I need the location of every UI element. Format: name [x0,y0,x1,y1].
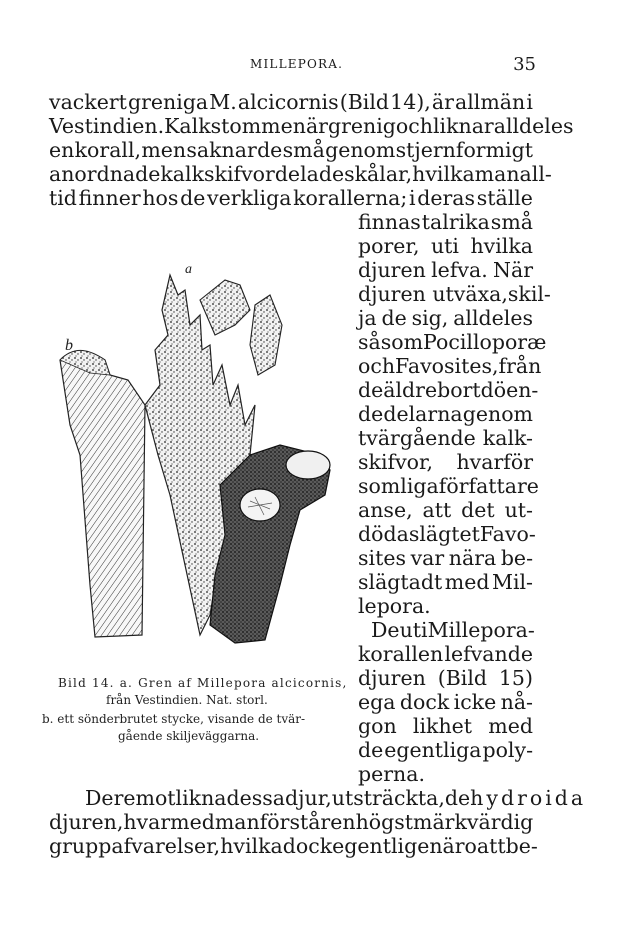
text-line [358,330,547,354]
word: ega [358,690,396,714]
word: slägtet [408,522,480,546]
word: men [141,138,187,162]
text-line [85,786,587,810]
word: djuren [358,258,426,282]
word: att [476,834,506,858]
word: märkvärdig [413,810,534,834]
word: med [444,570,490,594]
word: alldeles [453,306,533,330]
text-line [49,186,533,210]
text-line [358,474,539,498]
word: från [498,354,542,378]
word: anse, [358,498,413,522]
text-line [358,594,431,618]
word: verkliga [207,186,292,210]
word: man [214,810,260,834]
word: sites [358,546,406,570]
word: De [371,618,400,642]
word: djuren, [49,810,124,834]
word: sig, [411,306,449,330]
word: utsträckta, [331,786,445,810]
figure-label-b: b [65,337,73,354]
word: nära [448,546,497,570]
word: be- [500,546,533,570]
word: liknar [432,114,494,138]
word: greniga [128,90,209,114]
word: korall, [74,138,142,162]
word: delarna [383,402,463,426]
text-line [49,138,533,162]
word: genom [462,402,533,426]
word: icke [453,690,497,714]
word: slägtadt [358,570,443,594]
word: talrika [421,210,490,234]
text-line [358,210,533,234]
word: somliga [358,474,439,498]
text-line [358,498,533,522]
caption-line-3: b. ett sönderbrutet stycke, visande de tvär- [42,712,306,726]
word: bortdöen- [437,378,539,402]
word: likna [175,786,227,810]
word: hvilka [470,234,533,258]
word: hvarmed [123,810,215,834]
page-number: 35 [513,54,536,75]
text-line [358,306,533,330]
word: ut- [504,498,533,522]
text-line [358,282,551,306]
word: kalk- [482,426,533,450]
spaced-word: hydroida [470,786,587,810]
word: äro [442,834,477,858]
word: grupp [49,834,112,858]
word: uti [430,234,459,258]
word: var [410,546,445,570]
text-line [358,258,533,282]
word: de [444,786,471,810]
word: (Bild [437,666,488,690]
figure-millepora [50,255,350,665]
word: (Bild [339,90,390,114]
word: och [358,354,396,378]
text-line [358,450,533,474]
word: Favo- [479,522,536,546]
word: uti [399,618,428,642]
text-line [49,162,552,186]
word: allmän [455,90,526,114]
word: de [358,738,384,762]
word: Mil- [491,570,533,594]
caption-line-4: gående skiljeväggarna. [118,729,260,743]
word: tvärgående [358,426,476,450]
word: af [111,834,132,858]
word: När [493,258,533,282]
word: egentliga [384,738,482,762]
text-line [358,378,539,402]
word: i [408,186,416,210]
word: djuren utväxa,skil- [358,282,551,306]
text-line [358,354,542,378]
word: porer, [358,234,420,258]
word: tid [49,186,77,210]
word: de [257,138,283,162]
word: stjernformigt [395,138,533,162]
word: man [474,162,520,186]
word: i [526,90,533,114]
word: djuren [358,666,426,690]
word: kalkskifvor [160,162,275,186]
text-line [358,402,533,426]
word: skifvor, [358,450,434,474]
word: gon [358,714,397,738]
word: nå- [500,690,533,714]
word: 15) [498,666,533,690]
word: lefva. [431,258,488,282]
word: med [488,714,533,738]
word: korallen [358,642,444,666]
word: författare [438,474,539,498]
word: hos [142,186,179,210]
word: 14), [390,90,431,114]
word: och [395,114,433,138]
word: Millepora- [427,618,535,642]
word: all- [519,162,552,186]
word: hvarför [456,450,533,474]
word: döda [358,522,409,546]
text-line [358,642,533,666]
word: djur, [285,786,332,810]
text-line [358,762,425,786]
word: Pocilloporæ [423,330,547,354]
word: är [305,114,328,138]
word: delade [274,162,345,186]
word: dock [282,834,333,858]
text-line [49,114,574,138]
word: Deremot [85,786,176,810]
word: de [358,402,384,426]
word: lefvande [444,642,533,666]
word: likhet [412,714,473,738]
word: de [381,306,407,330]
word: hvilka [220,834,283,858]
caption-line-2: från Vestindien. Nat. storl. [106,693,268,707]
word: be- [505,834,538,858]
word: hvilka [412,162,475,186]
word: grenig [327,114,396,138]
running-title: MILLEPORA. [250,57,344,71]
word: att [422,498,452,522]
word: perna. [358,762,425,786]
coral-fragment-b [60,351,145,637]
text-line [358,234,533,258]
caption-line-1: Bild 14. a. Gren af Millepora alcicornis, [58,676,348,690]
text-line [49,834,538,858]
word: en [330,810,356,834]
word: högst [355,810,414,834]
text-line [358,666,533,690]
word: Vestindien. [49,114,165,138]
text-line [358,426,533,450]
word: genom [325,138,396,162]
text-line [49,810,533,834]
word: finner [78,186,141,210]
text-line [371,618,533,642]
word: alcicornis [237,90,339,114]
running-head [0,54,624,74]
word: är [431,90,454,114]
word: anordnade [49,162,161,186]
word: deras [417,186,476,210]
word: äldre [383,378,438,402]
word: små [282,138,325,162]
word: alldeles [493,114,574,138]
word: ställe [476,186,533,210]
word: saknar [186,138,257,162]
text-line [358,522,536,546]
word: dock [399,690,450,714]
text-line [358,546,533,570]
word: lepora. [358,594,431,618]
word: det [461,498,495,522]
word: ja [358,306,377,330]
word: Kalkstommen [164,114,306,138]
word: vackert [49,90,127,114]
figure-label-a: a [185,262,192,277]
word: de [180,186,206,210]
text-line [358,570,533,594]
word: små [490,210,533,234]
text-line [49,90,533,114]
word: dessa [226,786,286,810]
word: en [49,138,75,162]
word: Favosites, [395,354,499,378]
word: varelser, [131,834,221,858]
word: såsom [358,330,424,354]
word: skålar, [344,162,413,186]
word: M. [209,90,237,114]
word: förstår [259,810,331,834]
word: korallerna; [293,186,408,210]
word: finnas [358,210,421,234]
word: poly- [482,738,533,762]
word: de [358,378,384,402]
word: egentligen [332,834,443,858]
